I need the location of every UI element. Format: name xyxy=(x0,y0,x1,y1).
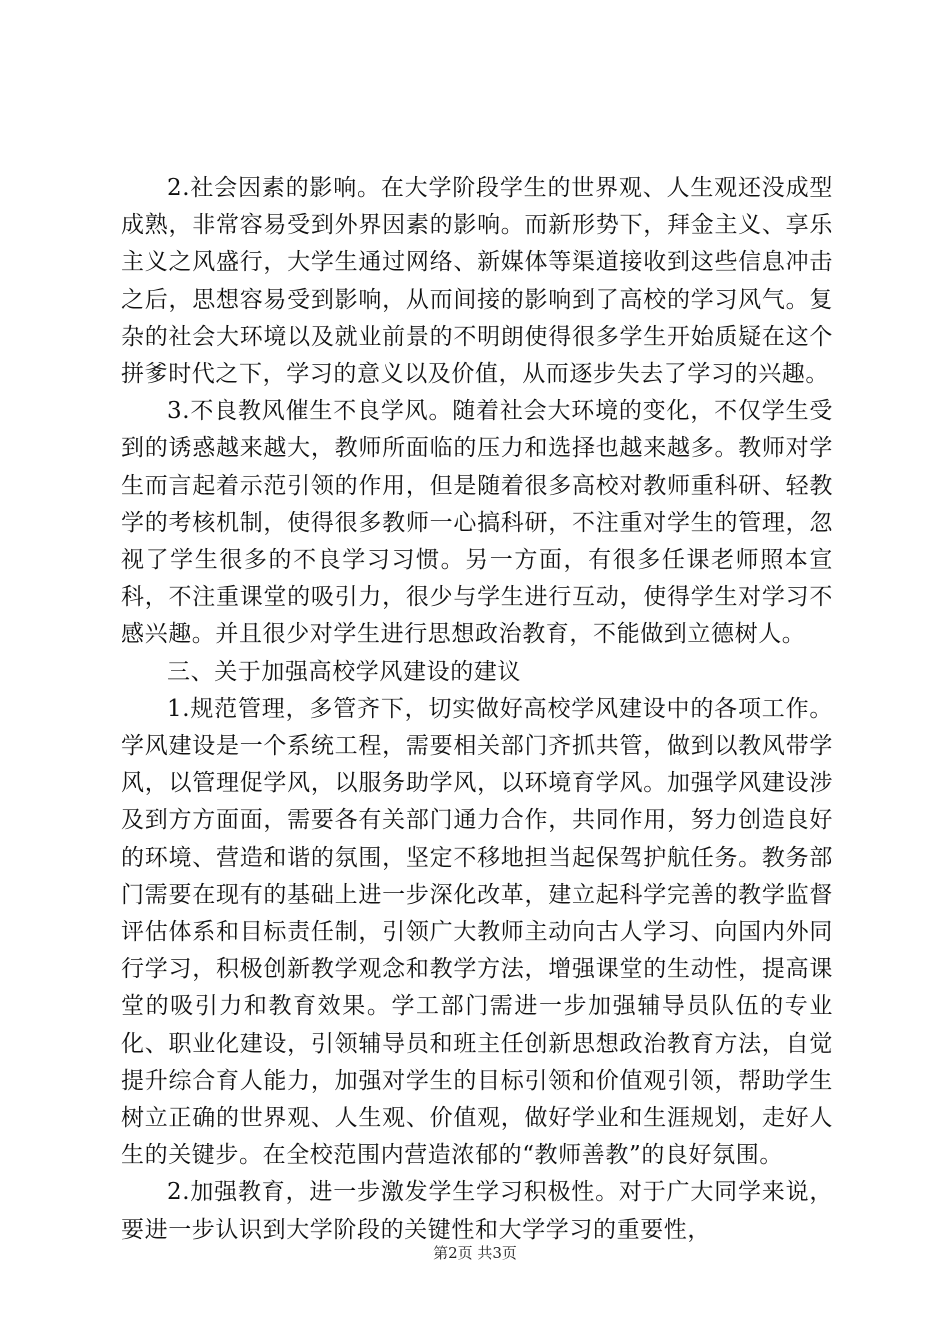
paragraph-teaching-style: 3.不良教风催生不良学风。随着社会大环境的变化，不仅学生受到的诱惑越来越大，教师所面临的压力和选择也越来越多。教师对学生而言起着示范引领的作用，但是随着很多高校对教师重科研、轻教学的考核机制，使得很多教师一心搞科研，不注重对学生的管理，忽视了学生很多的不良学习习惯。另一方面，有很多任课老师照本宣科，不注重课堂的吸引力，很少与学生进行互动，使得学生对学习不感兴趣。并且很少对学生进行思想政治教育，不能做到立德树人。 xyxy=(121,398,833,648)
page-number-footer: 第2页 共3页 xyxy=(433,1244,517,1262)
section-heading-suggestions: 三、关于加强高校学风建设的建议 xyxy=(167,658,521,685)
document-body xyxy=(121,170,833,1249)
paragraph-management: 1.规范管理，多管齐下，切实做好高校学风建设中的各项工作。学风建设是一个系统工程，需要相关部门齐抓共管，做到以教风带学风，以管理促学风，以服务助学风，以环境育学风。加强学风建设涉及到方方面面，需要各有关部门通力合作，共同作用，努力创造良好的环境、营造和谐的氛围，坚定不移地担当起保驾护航任务。教务部门需要在现有的基础上进一步深化改革，建立起科学完善的教学监督评估体系和目标责任制，引领广大教师主动向古人学习、向国内外同行学习，积极创新教学观念和教学方法，增强课堂的生动性，提高课堂的吸引力和教育效果。学工部门需进一步加强辅导员队伍的专业化、职业化建设，引领辅导员和班主任创新思想政治教育方法，自觉提升综合育人能力，加强对学生的目标引领和价值观引领，帮助学生树立正确的世界观、人生观、价值观，做好学业和生涯规划，走好人生的关键步。在全校范围内营造浓郁的“教师善教”的良好氛围。 xyxy=(121,695,833,1169)
paragraph-education: 2.加强教育，进一步激发学生学习积极性。对于广大同学来说，要进一步认识到大学阶段的关键性和大学学习的重要性， xyxy=(121,1179,833,1243)
paragraph-social-factors: 2.社会因素的影响。在大学阶段学生的世界观、人生观还没成型成熟，非常容易受到外界因素的影响。而新形势下，拜金主义、享乐主义之风盛行，大学生通过网络、新媒体等渠道接收到这些信息冲击之后，思想容易受到影响，从而间接的影响到了高校的学习风气。复杂的社会大环境以及就业前景的不明朗使得很多学生开始质疑在这个拼爹时代之下，学习的意义以及价值，从而逐步失去了学习的兴趣。 xyxy=(121,175,833,388)
